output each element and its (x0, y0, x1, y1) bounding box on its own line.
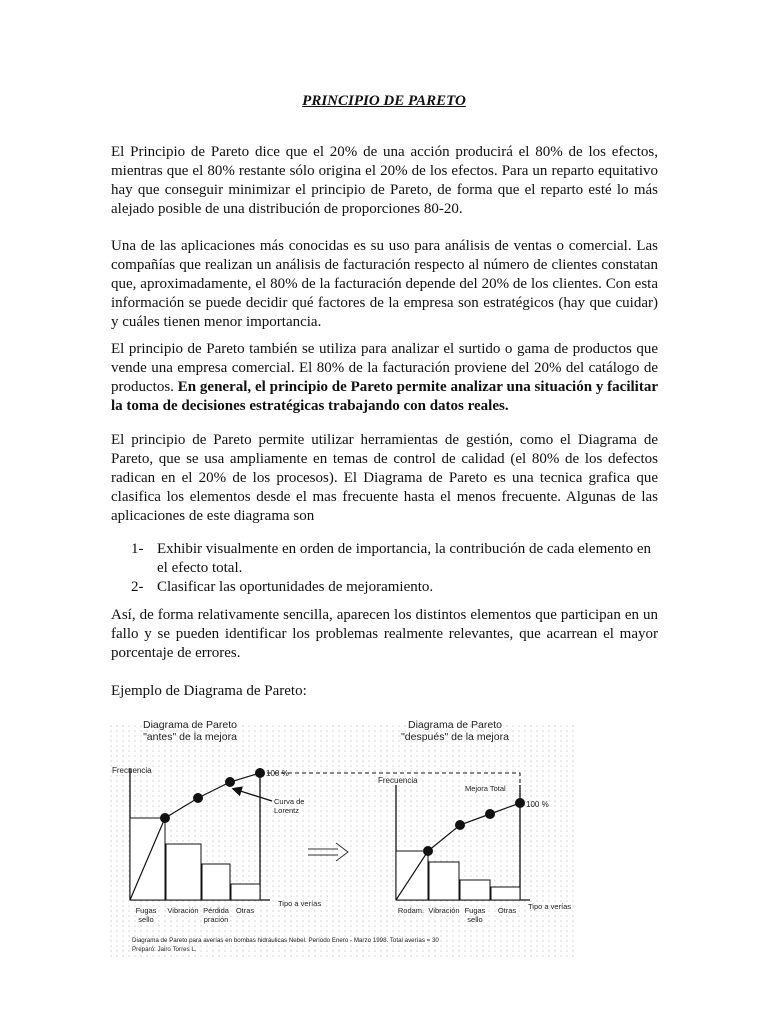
chart-before-x-label: Tipo a verías (278, 899, 322, 908)
paragraph-products-text: El principio de Pareto también se utiliza para analizar el surtido o gama de productos que vende una empresa comercial. El 80% de la facturación proviene del 20% del catálogo de productos. (111, 341, 658, 395)
paragraph-example: Ejemplo de Diagrama de Pareto: (111, 683, 307, 699)
chart-after-bar (460, 880, 490, 900)
list-item (131, 578, 658, 597)
chart-after-y-label: Frecuencia (378, 776, 418, 785)
chart-after-point (455, 820, 465, 830)
chart-before-title-line2: "antes" de la mejora (143, 731, 237, 743)
list-item (131, 540, 658, 578)
chart-before-curve-label-line1: Curva de (274, 797, 305, 806)
chart-before-point (160, 813, 170, 823)
list-item-number: 2- (131, 579, 144, 595)
chart-after-point (423, 846, 433, 856)
figure-caption-line1: Diagrama de Pareto para averías en bombas hidráulicas Nebel. Período Enero - Marzo 1998. Total averías = 30 (132, 937, 439, 944)
paragraph-intro: El Principio de Pareto dice que el 20% de una acción producirá el 80% de los efectos, mientras que el 80% restante sólo origina el 20% de los efectos. Para un reparto equitativo hay que conseguir minimizar el principio de Pareto, de forma que el reparto esté lo más alejado posible de una distribución de proporciones 80-20. (111, 144, 658, 217)
pareto-figure (110, 710, 580, 965)
figure-caption-line2: Preparó: Jairo Torres L. (132, 946, 197, 953)
chart-after-category-label: Fugas (464, 906, 486, 915)
chart-before-bar (231, 884, 260, 900)
chart-after-improvement-label: Mejora Total (465, 784, 506, 793)
chart-before-bar (202, 864, 230, 900)
chart-after-category-label: Rodam. (397, 906, 425, 915)
chart-before-bar (166, 844, 201, 900)
list-item-number: 1- (131, 541, 144, 557)
chart-before-curve-label-line2: Lorentz (274, 806, 300, 815)
chart-before-category-label: Pérdida (203, 906, 229, 915)
paragraph-conclusion: Así, de forma relativamente sencilla, aparecen los distintos elementos que participan en un fallo y se pueden identificar los problemas realmente relevantes, que acarrean el mayor porcentaje de errores. (111, 607, 658, 661)
applications-list (131, 540, 658, 597)
chart-after-title-line2: "después" de la mejora (401, 731, 509, 743)
chart-before-category-label: Fugas (135, 906, 157, 915)
pareto-figure-svg (110, 710, 580, 965)
paragraph-products (111, 340, 658, 416)
page-title: PRINCIPIO DE PARETO (302, 93, 466, 109)
list-item-text: Clasificar las oportunidades de mejoramiento. (157, 579, 434, 595)
chart-before-point (193, 793, 203, 803)
chart-before-percent-label: 100 % (266, 769, 289, 778)
paragraph-products-bold: En general, el principio de Pareto permite analizar una situación y facilitar la toma de decisiones estratégicas trabajando con datos reales. (111, 379, 658, 414)
chart-after-category-label: sello (467, 915, 483, 924)
chart-before-category-label: Vibración (167, 906, 199, 915)
chart-after-bar (429, 862, 459, 900)
chart-before-title-line1: Diagrama de Pareto (143, 719, 237, 731)
chart-before-category-label: Otras (235, 906, 255, 915)
paragraph-diagram: El principio de Pareto permite utilizar herramientas de gestión, como el Diagrama de Pareto, que se usa ampliamente en temas de control de calidad (el 80% de los defectos radican en el 20% de los procesos). El Diagrama de Pareto es una tecnica grafica que clasifica los elementos desde el mas frecuente hasta el menos frecuente. Algunas de las aplicaciones de este diagrama son (111, 432, 658, 524)
list-item-text: Exhibir visualmente en orden de importancia, la contribución de cada elemento en el efecto total. (157, 541, 651, 576)
figure-background (110, 725, 576, 957)
chart-after-percent-label: 100 % (526, 800, 549, 809)
chart-after-bar (491, 887, 520, 900)
chart-after-x-label: Tipo a verías (528, 902, 572, 911)
chart-after-category-label: Vibración (428, 906, 460, 915)
chart-after-point (485, 809, 495, 819)
chart-after-category-label: Otras (497, 906, 517, 915)
chart-before-category-label: pración (203, 915, 229, 924)
chart-before-point (225, 777, 235, 787)
paragraph-sales: Una de las aplicaciones más conocidas es su uso para análisis de ventas o comercial. Las compañías que realizan un análisis de facturación respecto al número de clientes constatan que, aproximadamente, el 80% de la facturación depende del 20% de los clientes. Con esta información se puede decidir qué factores de la empresa son estratégicos (hay que cuidar) y cuáles tienen menor importancia. (111, 238, 658, 330)
chart-before-category-label: sello (138, 915, 154, 924)
chart-before-y-label: Frecuencia (112, 766, 152, 775)
chart-after-title-line1: Diagrama de Pareto (408, 719, 502, 731)
chart-after-point (515, 798, 525, 808)
